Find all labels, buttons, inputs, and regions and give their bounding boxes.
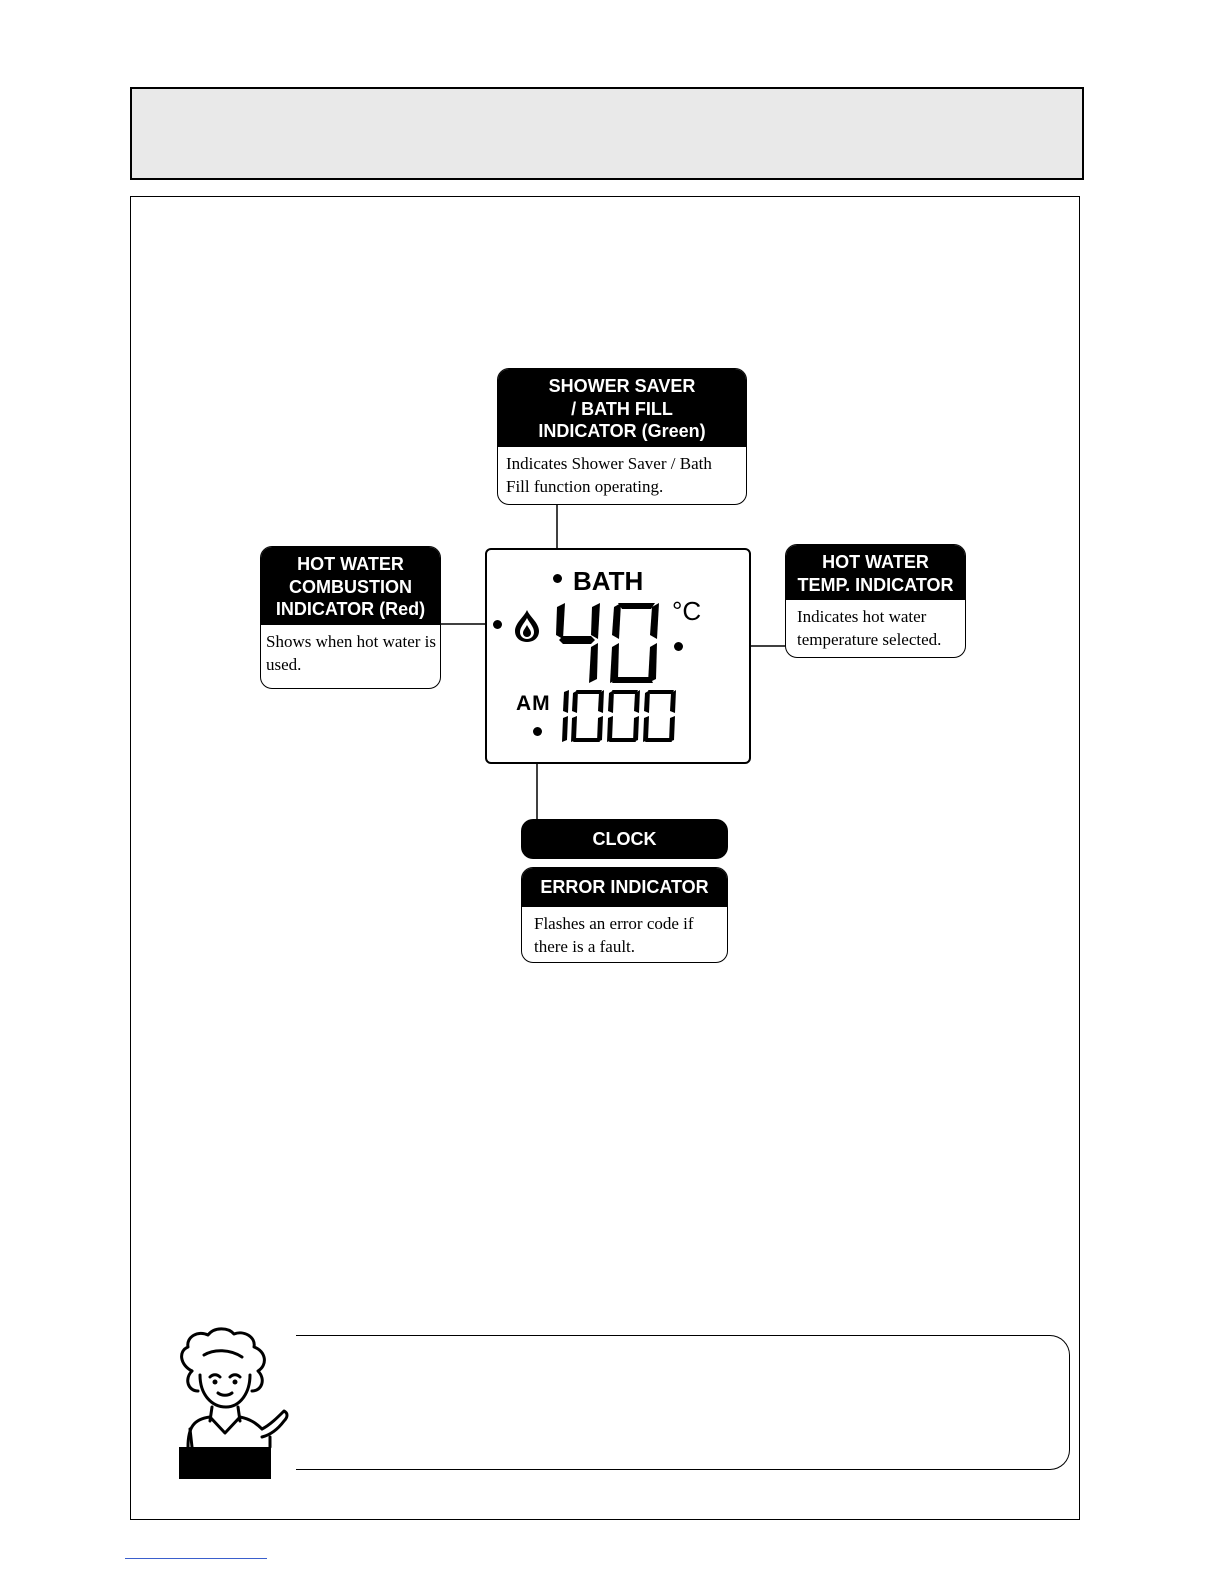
temperature-digits <box>555 603 665 683</box>
clock-digit-0-b <box>607 690 640 742</box>
clock-label: CLOCK <box>521 819 728 859</box>
digit-4 <box>556 603 600 683</box>
combustion-callout <box>260 546 441 689</box>
clock-digits <box>558 690 683 742</box>
shower-saver-description: Indicates Shower Saver / Bath Fill function operating. <box>506 453 712 496</box>
footer-link-underline <box>125 1558 267 1559</box>
temperature-indicator-dot <box>674 642 683 651</box>
celsius-unit: °C <box>672 596 702 626</box>
clock-digit-1 <box>562 690 569 742</box>
shower-saver-callout <box>497 368 747 505</box>
shower-saver-title: SHOWER SAVER / BATH FILL INDICATOR (Green) <box>498 369 746 447</box>
bath-indicator-dot <box>553 574 562 583</box>
temperature-description: Indicates hot water temperature selected. <box>797 607 942 649</box>
clock-digit-0-c <box>643 690 676 742</box>
error-title: ERROR INDICATOR <box>522 868 727 907</box>
woman-illustration <box>170 1325 295 1450</box>
error-callout <box>521 867 728 963</box>
combustion-description: Shows when hot water is used. <box>266 631 436 674</box>
note-box <box>296 1335 1070 1470</box>
clock-digit-0-a <box>571 690 604 742</box>
digit-0 <box>610 603 659 683</box>
bath-label: BATH <box>573 566 644 596</box>
flame-indicator-dot <box>493 620 502 629</box>
error-description: Flashes an error code if there is a fault. <box>534 913 694 956</box>
temperature-callout <box>785 544 966 658</box>
clock-indicator-dot <box>533 727 542 736</box>
note-label-plate <box>179 1447 271 1479</box>
flame-icon <box>512 608 542 644</box>
temperature-title: HOT WATER TEMP. INDICATOR <box>786 545 965 600</box>
am-label: AM <box>516 692 551 715</box>
combustion-title: HOT WATER COMBUSTION INDICATOR (Red) <box>261 547 440 625</box>
